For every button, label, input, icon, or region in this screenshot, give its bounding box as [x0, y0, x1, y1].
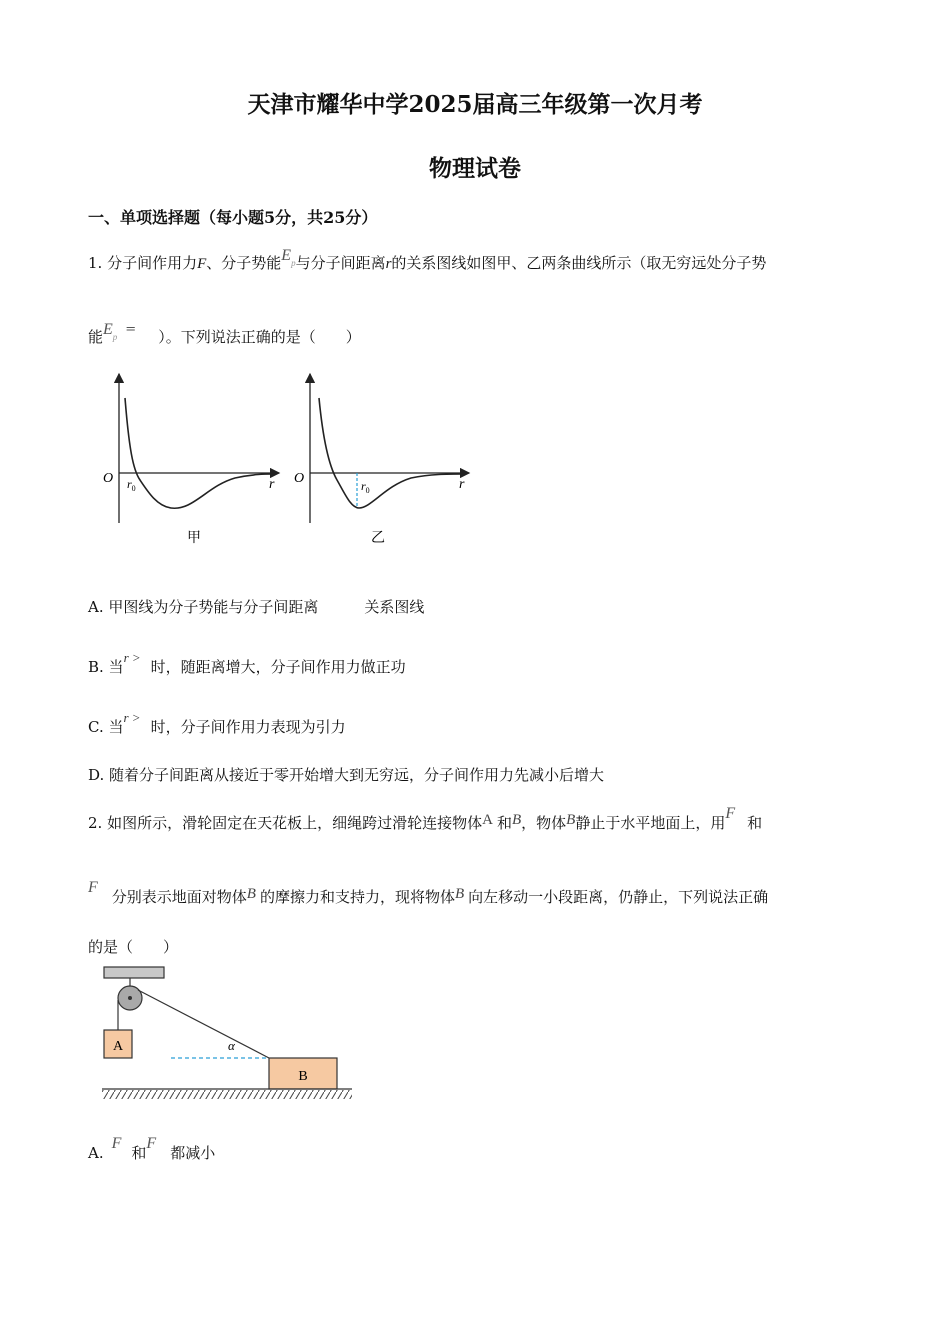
- q1-option-d[interactable]: D. 随着分子间距离从接近于零开始增大到无穷远，分子间作用力先减小后增大: [88, 766, 605, 784]
- q1-option-a[interactable]: [88, 596, 424, 617]
- option-text: 关系图线: [364, 598, 425, 616]
- option-text: 时，随距离增大，分子间作用力做正功: [150, 658, 406, 676]
- q1-symbol-E: E: [281, 247, 292, 264]
- q1-symbol-r: r: [385, 256, 392, 272]
- q2-text: 和: [496, 814, 512, 832]
- q1-symbol-p: p: [112, 332, 118, 342]
- q1-symbol-F: F: [197, 256, 207, 272]
- q2-text: 向左移动一小段距离，仍静止，下列说法正确: [468, 888, 769, 906]
- q2-stem-line2: [88, 879, 769, 907]
- q2-text: 的摩擦力和支持力，现将物体: [259, 888, 455, 906]
- option-text: 和: [131, 1144, 147, 1162]
- option-text: 时，分子间作用力表现为引力: [150, 718, 346, 736]
- q1-text: 能: [88, 328, 104, 346]
- q2-text: 分别表示地面对物体: [111, 888, 247, 906]
- option-text: C. 当: [88, 718, 124, 736]
- condition-r: r >: [123, 650, 141, 665]
- q2-text: ，物体: [521, 814, 567, 832]
- graph-jia: [103, 374, 279, 546]
- q2-symbol-B: B: [454, 886, 465, 902]
- curve-yi: [319, 398, 465, 508]
- section-heading: 一、单项选择题（每小题5分，共25分）: [88, 208, 378, 227]
- q2-symbol-F: F: [88, 879, 98, 896]
- q1-text: 的关系图线如图甲、乙两条曲线所示（取无穷远处分子势: [391, 254, 767, 272]
- q1-symbol-E: E: [103, 321, 113, 338]
- q2-symbol-A: A: [482, 812, 493, 828]
- condition-r: r >: [123, 710, 141, 725]
- q2-stem-line1: [88, 805, 763, 833]
- r-axis-label: r: [269, 477, 275, 492]
- q2-text: 2. 如图所示，滑轮固定在天花板上，细绳跨过滑轮连接物体: [88, 814, 483, 832]
- angle-alpha: α: [228, 1038, 235, 1053]
- ceiling-plate: [104, 967, 164, 978]
- option-text: 都减小: [170, 1144, 216, 1162]
- origin-label: O: [294, 471, 305, 486]
- q1-text: 、分子势能: [206, 254, 282, 272]
- block-b-label: B: [298, 1069, 308, 1084]
- q2-stem-line3: 的是（ ）: [88, 938, 179, 956]
- option-text: A.: [88, 1144, 104, 1162]
- q1-figure: [95, 368, 485, 553]
- q2-symbol-B: B: [566, 812, 576, 828]
- caption-yi: 乙: [371, 531, 385, 546]
- q2-symbol-F: F: [725, 805, 736, 822]
- r0-label: $r_0$: [361, 479, 370, 495]
- q1-symbol-eq: =: [125, 322, 137, 337]
- q2-text: 静止于水平地面上，用: [575, 814, 726, 832]
- origin-label: O: [103, 471, 114, 486]
- option-text: A. 甲图线为分子势能与分子间距离: [88, 598, 319, 616]
- q1-stem-line2: [88, 321, 361, 347]
- page-subtitle: 物理试卷: [429, 155, 521, 182]
- curve-jia: [125, 398, 275, 508]
- q1-symbol-p: p: [291, 258, 296, 268]
- r-axis-label: r: [459, 477, 465, 492]
- graph-yi: [294, 374, 469, 546]
- q1-text: 与分子间距离: [295, 254, 386, 272]
- q1-text: 1. 分子间作用力: [88, 254, 198, 272]
- q2-symbol-B: B: [511, 812, 522, 828]
- q1-text: ）。下列说法正确的是（ ）: [158, 328, 361, 346]
- q1-stem-line1: [88, 247, 767, 273]
- q2-symbol-F: F: [146, 1135, 157, 1152]
- q2-text: 和: [747, 814, 763, 832]
- q1-option-c[interactable]: [88, 710, 346, 737]
- caption-jia: 甲: [187, 531, 201, 546]
- page-title: 天津市耀华中学2025届高三年级第一次月考: [247, 91, 703, 118]
- q1-option-b[interactable]: [88, 650, 406, 677]
- pulley-axle: [128, 996, 132, 1000]
- option-text: B. 当: [88, 658, 124, 676]
- rope-slanted: [138, 990, 269, 1058]
- q2-figure: [96, 962, 358, 1110]
- q2-symbol-F: F: [111, 1135, 122, 1152]
- q2-symbol-B: B: [246, 886, 256, 902]
- r0-label: $r_0$: [127, 477, 136, 493]
- ground-hatching: [102, 1090, 352, 1099]
- block-a-label: A: [112, 1039, 124, 1054]
- q2-option-a[interactable]: [88, 1135, 216, 1163]
